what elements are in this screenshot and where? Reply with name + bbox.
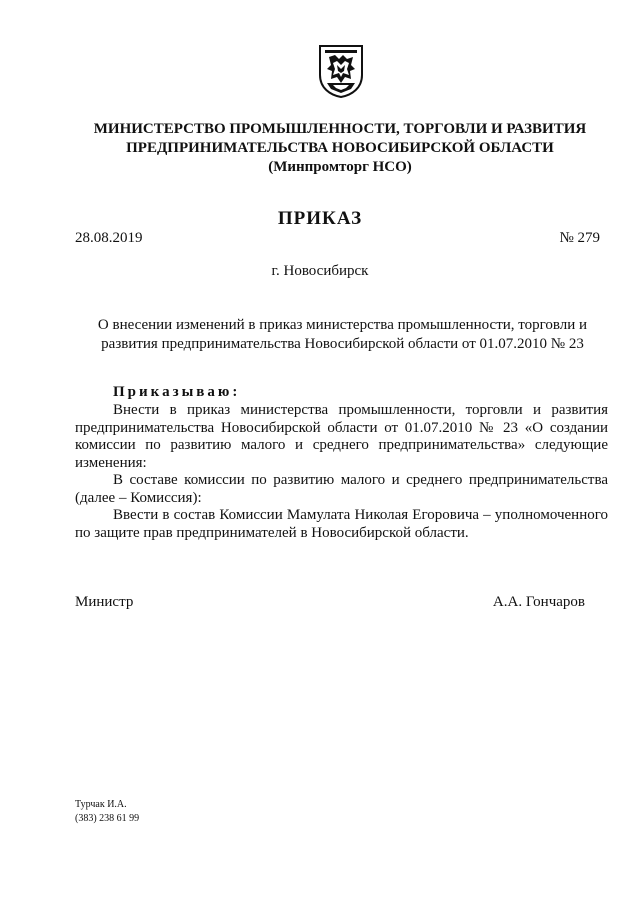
- body-paragraph-3: Ввести в состав Комиссии Мамулата Николая Егоровича – уполномоченного по защите прав предпринимателей в Новосибирской области.: [75, 507, 608, 541]
- executor-phone: (383) 238 61 99: [75, 813, 140, 824]
- ministry-header: [60, 120, 620, 177]
- subject-line2: развития предпринимательства Новосибирской области от 01.07.2010 № 23: [101, 336, 584, 352]
- signatory-position: Министр: [75, 594, 134, 610]
- signatory-name: А.А. Гончаров: [492, 594, 585, 610]
- subject-line1: О внесении изменений в приказ министерства промышленности, торговли и: [97, 317, 588, 333]
- body-paragraph-2: В составе комиссии по развитию малого и среднего предпринимательства (далее – Комиссия):: [75, 472, 608, 506]
- coat-of-arms-icon: [317, 43, 365, 99]
- executor-name: Турчак И.А.: [75, 799, 127, 810]
- executor-info: [75, 798, 139, 826]
- order-body: [75, 402, 608, 542]
- order-number: № 279: [559, 230, 600, 246]
- document-title: ПРИКАЗ: [277, 208, 363, 229]
- order-date: 28.08.2019: [75, 230, 143, 246]
- body-paragraph-1: Внести в приказ министерства промышленности, торговли и развития предпринимательства Новосибирской области от 01.07.2010 № 23 «О создании комиссии по развитию малого и среднего предпринимательства» следующие изменения:: [75, 402, 608, 471]
- order-city: г. Новосибирск: [271, 263, 369, 279]
- order-subject: [80, 316, 605, 354]
- ministry-short-name: (Минпромторг НСО): [268, 159, 412, 175]
- ministry-name-line2: ПРЕДПРИНИМАТЕЛЬСТВА НОВОСИБИРСКОЙ ОБЛАСТИ: [126, 140, 554, 156]
- ministry-name-line1: МИНИСТЕРСТВО ПРОМЫШЛЕННОСТИ, ТОРГОВЛИ И РАЗВИТИЯ: [93, 121, 587, 137]
- orders-heading: Приказываю:: [113, 384, 241, 400]
